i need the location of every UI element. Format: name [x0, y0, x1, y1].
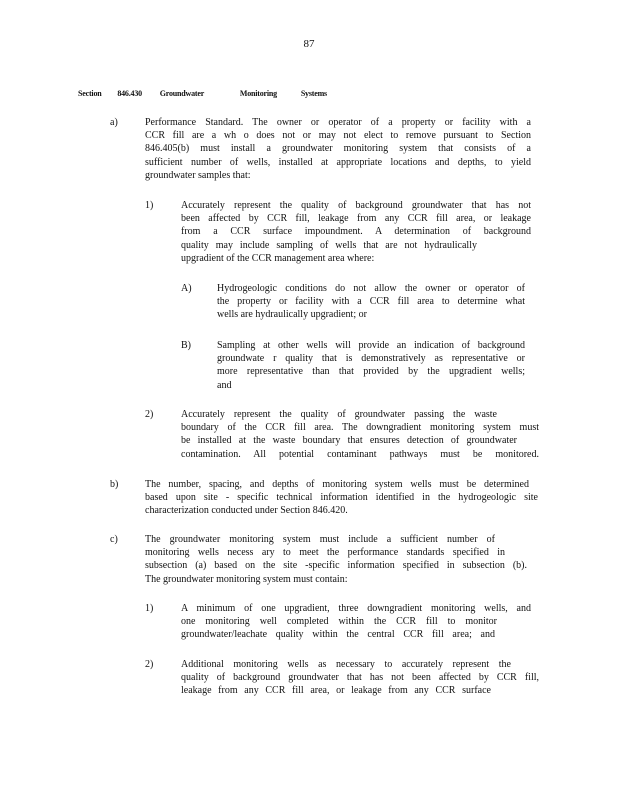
text-line: based upon site - specific technical information identified in the hydrogeologic site: [145, 492, 538, 504]
text-line: contamination. All potential contaminant pathways must be monitored.: [181, 448, 539, 460]
paragraph-c-text: [145, 533, 527, 586]
text-line: Additional monitoring wells as necessary to accurately represent the: [181, 659, 511, 670]
section-title-word: Systems: [300, 89, 327, 98]
text-line: Accurately represent the quality of background groundwater that has not: [181, 200, 531, 211]
text-line: one monitoring well completed within the CCR fill to monitor: [181, 616, 497, 628]
section-number: 846.430: [117, 89, 142, 98]
text-line: be installed at the waste boundary that ensures detection of groundwater: [181, 435, 517, 447]
text-line: boundary of the CCR fill area. The downgradient monitoring system must: [181, 422, 539, 434]
text-line: upgradient of the CCR management area where:: [181, 252, 375, 264]
text-line: characterization conducted under Section 846.420.: [145, 505, 348, 517]
text-line: The groundwater monitoring system must include a sufficient number of: [145, 534, 495, 545]
item-a1-text: [181, 199, 531, 265]
text-line: wells are hydraulically upgradient; or: [217, 309, 367, 321]
paragraph-a-text: [145, 116, 531, 182]
item-c1-marker: 1): [145, 603, 154, 614]
text-line: the property or facility with a CCR fill area to determine what: [217, 296, 525, 308]
section-title-word: Groundwater: [159, 89, 205, 98]
section-title-word: Monitoring: [239, 89, 277, 98]
text-line: been affected by CCR fill, leakage from any CCR fill area, or leakage: [181, 213, 531, 225]
text-line: groundwater/leachate quality within the central CCR fill area; and: [181, 629, 495, 641]
subitem-A-marker: A): [181, 283, 192, 294]
text-line: 846.405(b) must install a groundwater monitoring system that consists of a: [145, 143, 531, 155]
item-c2-text: [181, 658, 539, 698]
text-line: groundwate r quality that is demonstratively as representative or: [217, 353, 525, 365]
text-line: monitoring wells necess ary to meet the performance standards specified in: [145, 547, 505, 559]
text-line: more representative than that provided by the upgradient wells;: [217, 366, 525, 378]
section-heading: [78, 89, 327, 98]
text-line: from a CCR surface impoundment. A determination of background: [181, 226, 531, 238]
text-line: A minimum of one upgradient, three downgradient monitoring wells, and: [181, 603, 531, 614]
item-a1-marker: 1): [145, 200, 154, 211]
page-number: 87: [303, 38, 315, 50]
text-line: leakage from any CCR fill area, or leakage from any CCR surface: [181, 685, 491, 697]
text-line: The groundwater monitoring system must contain:: [145, 573, 348, 585]
text-line: groundwater samples that:: [145, 169, 251, 181]
text-line: Hydrogeologic conditions do not allow the owner or operator of: [217, 283, 525, 294]
subitem-A-text: [217, 282, 525, 322]
paragraph-b-marker: b): [110, 479, 119, 490]
text-line: sufficient number of wells, installed at appropriate locations and depths, to yield: [145, 156, 531, 168]
text-line: Performance Standard. The owner or operator of a property or facility with a: [145, 117, 531, 128]
text-line: CCR fill are a wh o does not or may not elect to remove pursuant to Section: [145, 130, 531, 142]
text-line: quality of background groundwater that has not been affected by CCR fill,: [181, 672, 539, 684]
subitem-B-marker: B): [181, 340, 191, 351]
text-line: Sampling at other wells will provide an indication of background: [217, 340, 525, 351]
text-line: quality may include sampling of wells that are not hydraulically: [181, 239, 477, 251]
item-c1-text: [181, 602, 531, 642]
paragraph-b-text: [145, 478, 538, 518]
text-line: The number, spacing, and depths of monitoring system wells must be determined: [145, 479, 529, 490]
section-label: Section: [78, 89, 102, 98]
paragraph-c-marker: c): [110, 534, 118, 545]
text-line: Accurately represent the quality of groundwater passing the waste: [181, 409, 497, 420]
item-c2-marker: 2): [145, 659, 154, 670]
text-line: and: [217, 379, 232, 391]
subitem-B-text: [217, 339, 525, 392]
paragraph-a-marker: a): [110, 117, 118, 128]
item-a2-text: [181, 408, 539, 461]
item-a2-marker: 2): [145, 409, 154, 420]
text-line: subsection (a) based on the site -specific information specified in subsection (b).: [145, 560, 527, 572]
